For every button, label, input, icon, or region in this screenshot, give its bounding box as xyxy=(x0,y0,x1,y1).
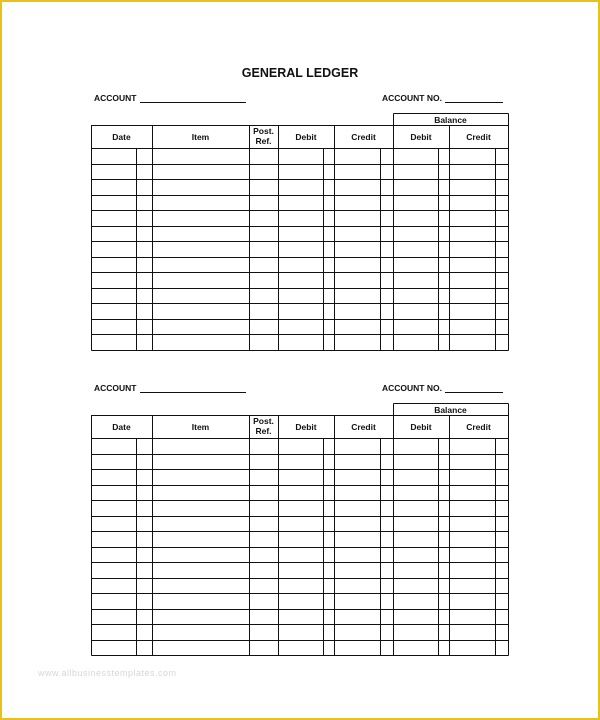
header-credit: Credit xyxy=(351,422,376,432)
account-blank-line[interactable] xyxy=(140,384,246,393)
header-date: Date xyxy=(112,422,131,432)
account-label: ACCOUNT xyxy=(94,383,137,393)
header-post-ref-line2: Ref. xyxy=(255,136,272,146)
ledger-table xyxy=(91,113,508,351)
header-item: Item xyxy=(191,132,210,142)
header-balance-debit: Debit xyxy=(410,132,432,142)
account-no-blank-line[interactable] xyxy=(445,384,503,393)
account-no-label: ACCOUNT NO. xyxy=(382,383,442,393)
watermark-text: www.allbusinesstemplates.com xyxy=(38,668,177,678)
header-post-ref-line2: Ref. xyxy=(255,426,272,436)
header-credit: Credit xyxy=(351,132,376,142)
header-balance-debit: Debit xyxy=(410,422,432,432)
header-balance-credit: Credit xyxy=(466,132,491,142)
header-post-ref xyxy=(249,126,278,146)
account-label: ACCOUNT xyxy=(94,93,137,103)
header-post-ref-line1: Post. xyxy=(253,416,274,426)
header-balance: Balance xyxy=(434,115,467,125)
header-balance-credit: Credit xyxy=(466,422,491,432)
account-field xyxy=(94,383,246,393)
header-balance: Balance xyxy=(434,405,467,415)
header-item: Item xyxy=(191,422,210,432)
ledger-table xyxy=(91,403,508,656)
ledger-grid xyxy=(91,403,509,656)
header-date: Date xyxy=(112,132,131,142)
header-debit: Debit xyxy=(295,422,317,432)
account-no-blank-line[interactable] xyxy=(445,94,503,103)
ledger-grid xyxy=(91,113,509,351)
account-no-label: ACCOUNT NO. xyxy=(382,93,442,103)
page-title: GENERAL LEDGER xyxy=(241,66,359,80)
account-blank-line[interactable] xyxy=(140,94,246,103)
header-post-ref-line1: Post. xyxy=(253,126,274,136)
header-post-ref xyxy=(249,416,278,436)
account-field xyxy=(94,93,246,103)
account-no-field xyxy=(382,383,503,393)
account-no-field xyxy=(382,93,503,103)
header-debit: Debit xyxy=(295,132,317,142)
